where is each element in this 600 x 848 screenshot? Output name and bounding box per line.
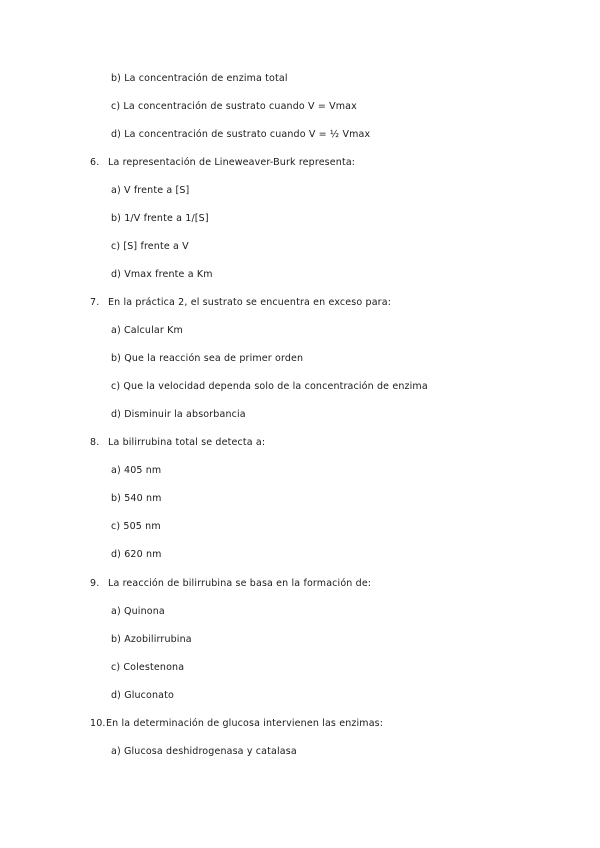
option-q6-d: d) Vmax frente a Km	[111, 269, 213, 280]
option-q8-c: c) 505 nm	[111, 521, 161, 532]
question-number: 10.	[90, 718, 106, 729]
question-text: La bilirrubina total se detecta a:	[108, 437, 266, 448]
option-q9-d: d) Gluconato	[111, 690, 174, 701]
option-q8-b: b) 540 nm	[111, 493, 162, 504]
option-q7-a: a) Calcular Km	[111, 325, 183, 336]
question-9	[0, 578, 600, 590]
option-q9-a: a) Quinona	[111, 606, 165, 617]
option-q6-c: c) [S] frente a V	[111, 241, 189, 252]
option-q10-a: a) Glucosa deshidrogenasa y catalasa	[111, 746, 297, 757]
option-q8-a: a) 405 nm	[111, 465, 162, 476]
option-q7-b: b) Que la reacción sea de primer orden	[111, 353, 304, 364]
question-8	[0, 437, 600, 449]
option-q9-c: c) Colestenona	[111, 662, 185, 673]
option-q6-a: a) V frente a [S]	[111, 185, 190, 196]
option-q6-b: b) 1/V frente a 1/[S]	[111, 213, 209, 224]
question-10	[0, 718, 600, 730]
option-q7-d: d) Disminuir la absorbancia	[111, 409, 246, 420]
option-q5-b: b) La concentración de enzima total	[111, 73, 288, 84]
question-text: En la determinación de glucosa intervienen las enzimas:	[106, 718, 384, 729]
question-text: En la práctica 2, el sustrato se encuentra en exceso para:	[108, 297, 392, 308]
question-text: La reacción de bilirrubina se basa en la formación de:	[108, 578, 372, 589]
question-number: 8.	[90, 437, 100, 448]
question-7	[0, 297, 600, 309]
question-text: La representación de Lineweaver-Burk representa:	[108, 157, 356, 168]
question-number: 7.	[90, 297, 100, 308]
question-number: 9.	[90, 578, 100, 589]
option-q7-c: c) Que la velocidad dependa solo de la concentración de enzima	[111, 381, 428, 392]
option-q5-c: c) La concentración de sustrato cuando V = Vmax	[111, 101, 357, 112]
option-q9-b: b) Azobilirrubina	[111, 634, 192, 645]
option-q5-d: d) La concentración de sustrato cuando V = ½ Vmax	[111, 129, 371, 140]
option-q8-d: d) 620 nm	[111, 549, 162, 560]
question-6	[0, 157, 600, 169]
question-number: 6.	[90, 157, 100, 168]
